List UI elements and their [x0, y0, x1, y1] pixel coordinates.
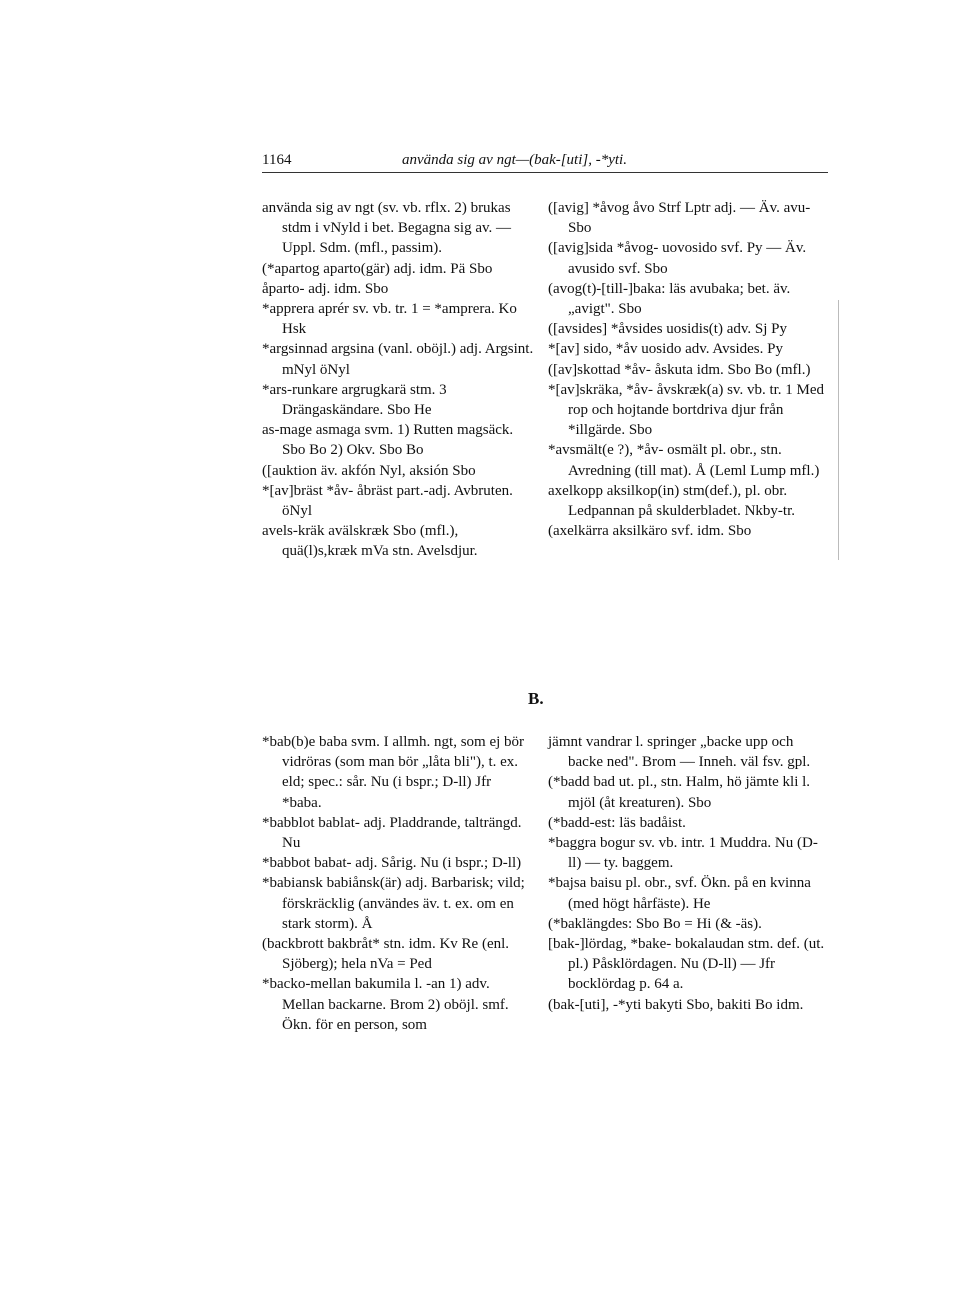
dictionary-entry: använda sig av ngt (sv. vb. rflx. 2) brukas stdm i vNyld i bet. Begagna sig av. — Uppl. Sdm. (mfl., passim).	[262, 200, 511, 257]
dictionary-entry: [bak-]lördag, *bake- bokalaudan stm. def. (ut. pl.) Påsklördagen. Nu (D-ll) — Jfr bocklördag p. 64 a.	[548, 936, 825, 993]
dictionary-entry: (bak-[uti], -*yti bakyti Sbo, bakiti Bo idm.	[548, 996, 804, 1013]
dictionary-entry: *baggra bogur sv. vb. intr. 1 Muddra. Nu (D-ll) — ty. baggem.	[548, 835, 818, 872]
dictionary-entry: (*baklängdes: Sbo Bo = Hi (& -äs).	[548, 915, 762, 932]
dictionary-entry: åparto- adj. idm. Sbo	[262, 280, 389, 297]
dictionary-entry: *argsinnad argsina (vanl. oböjl.) adj. Argsint. mNyl öNyl	[262, 341, 534, 378]
dictionary-entry: *[av] sido, *åv uosido adv. Avsides. Py	[548, 341, 783, 358]
dictionary-entry: *avsmält(e ?), *åv- osmält pl. obr., stn. Avredning (till mat). Å (Leml Lump mfl.)	[548, 442, 820, 479]
page-number: 1164	[262, 152, 292, 168]
column-left-top	[262, 198, 534, 562]
column-left-bottom	[262, 732, 534, 1035]
dictionary-entry: ([auktion äv. akfón Nyl, aksión Sbo	[262, 462, 476, 479]
dictionary-entry: *bajsa baisu pl. obr., svf. Ökn. på en kvinna (med högt hårfäste). He	[548, 875, 811, 912]
dictionary-entry: (axelkärra aksilkäro svf. idm. Sbo	[548, 523, 752, 540]
column-right-top	[548, 198, 830, 541]
dictionary-entry: axelkopp aksilkop(in) stm(def.), pl. obr. Ledpannan på skulderbladet. Nkby-tr.	[548, 482, 796, 520]
section-letter: B.	[528, 689, 544, 708]
column-right-bottom	[548, 732, 830, 1015]
dictionary-entry: as-mage asmaga svm. 1) Rutten magsäck. Sbo Bo 2) Okv. Sbo Bo	[262, 422, 514, 459]
page-header	[262, 150, 828, 173]
margin-rule	[838, 300, 839, 560]
dictionary-entry: avels-kräk avälskræk Sbo (mfl.), quä(l)s,kræk mVa stn. Avelsdjur.	[262, 523, 478, 560]
running-head: använda sig av ngt—(bak-[uti], -*yti.	[402, 152, 627, 168]
dictionary-entry: ([av]skottad *åv- åskuta idm. Sbo Bo (mfl.)	[548, 361, 811, 378]
dictionary-entry: *babiansk babiånsk(är) adj. Barbarisk; vild; förskräcklig (användes äv. t. ex. om en stark storm). Å	[262, 875, 525, 932]
dictionary-entry: *ars-runkare argrugkarä stm. 3 Drängaskändare. Sbo He	[262, 381, 447, 419]
dictionary-entry: (*badd-est: läs badåist.	[548, 814, 686, 831]
dictionary-entry: *bab(b)e baba svm. I allmh. ngt, som ej bör vidröras (som man bör „låta bli"), t. ex. eld; spec.: sår. Nu (i bspr.; D-ll) Jfr *baba.	[262, 734, 525, 811]
dictionary-entry: ([avsides] *åvsides uosidis(t) adv. Sj Py	[548, 321, 788, 338]
dictionary-entry: ([avig]sida *åvog- uovosido svf. Py — Äv. avusido svf. Sbo	[548, 240, 807, 277]
dictionary-entry: *[av]skräka, *åv- åvskræk(a) sv. vb. tr. 1 Med rop och hojtande bortdriva djur från *illgärde. Sbo	[548, 381, 825, 439]
dictionary-entry: *[av]bräst *åv- åbräst part.-adj. Avbruten. öNyl	[262, 482, 513, 520]
dictionary-entry: (*badd bad ut. pl., stn. Halm, hö jämte kli l. mjöl (åt kreaturen). Sbo	[548, 774, 811, 811]
dictionary-entry: (backbrott bakbråt* stn. idm. Kv Re (enl. Sjöberg); hela nVa = Ped	[262, 936, 510, 973]
dictionary-entry: *backo-mellan bakumila l. -an 1) adv. Mellan backarne. Brom 2) oböjl. smf. Ökn. för en person, som	[262, 976, 509, 1033]
dictionary-entry: ([avig] *åvog åvo Strf Lptr adj. — Äv. avu- Sbo	[548, 200, 811, 237]
dictionary-entry: (*apartog aparto(gär) adj. idm. Pä Sbo	[262, 260, 493, 277]
dictionary-entry: *apprera aprér sv. vb. tr. 1 = *amprera. Ko Hsk	[262, 301, 517, 338]
dictionary-entry: jämnt vandrar l. springer „backe upp och backe ned". Brom — Inneh. väl fsv. gpl.	[548, 734, 811, 771]
dictionary-entry: *babbot babat- adj. Sårig. Nu (i bspr.; D-ll)	[262, 855, 522, 872]
dictionary-entry: *babblot bablat- adj. Pladdrande, talträngd. Nu	[262, 814, 522, 852]
dictionary-entry: (avog(t)-[till-]baka: läs avubaka; bet. äv. „avigt". Sbo	[548, 280, 791, 318]
